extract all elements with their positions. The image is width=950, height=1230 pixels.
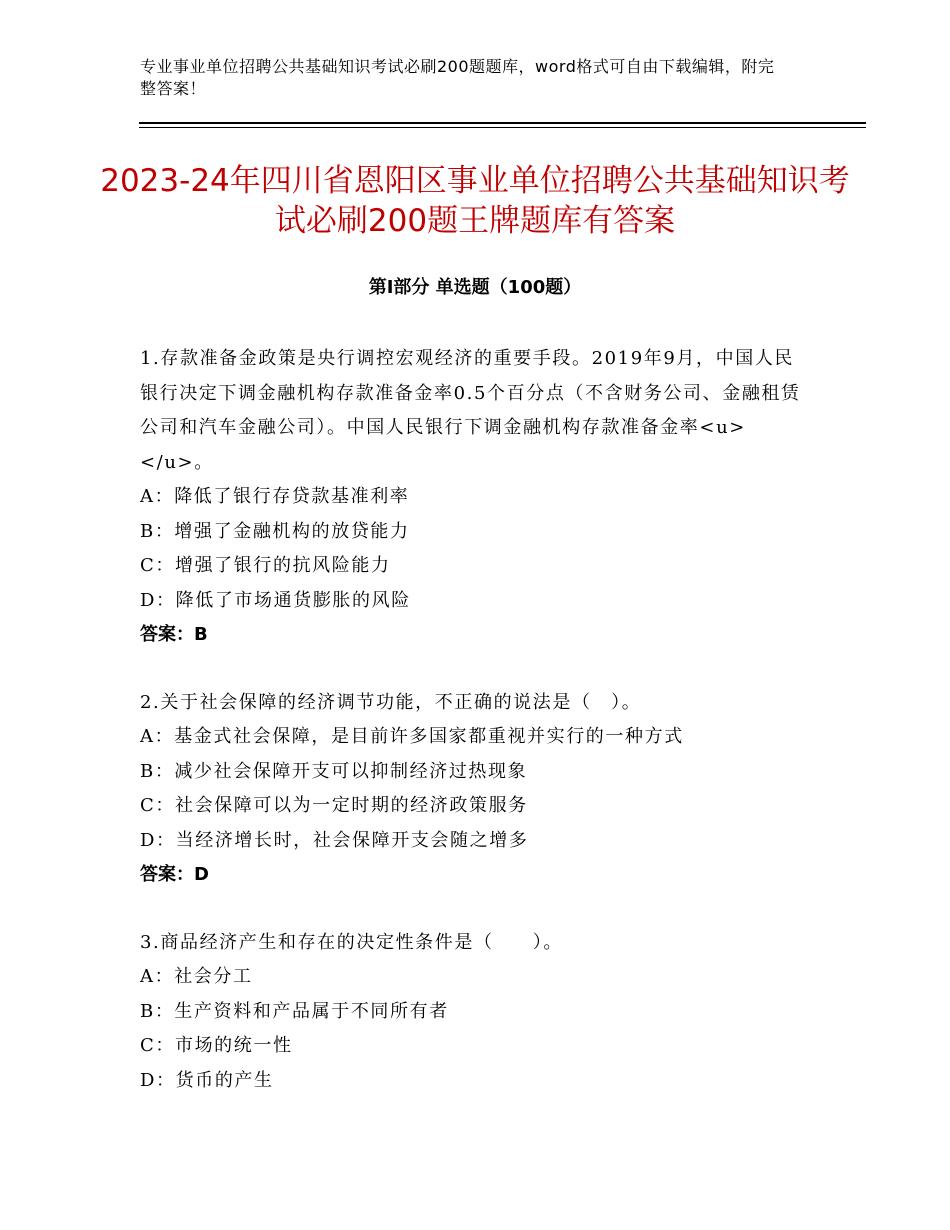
question-list xyxy=(140,342,810,1098)
option-d: D：降低了市场通货膨胀的风险 xyxy=(140,589,411,611)
question-stem: 1.存款准备金政策是央行调控宏观经济的重要手段。2019年9月，中国人民银行决定下调金融机构存款准备金率0.5个百分点（不含财务公司、金融租赁公司和汽车金融公司）。中国人民银行下调金融机构存款准备金率<u> </u>。 xyxy=(140,348,801,473)
option-c: C：增强了银行的抗风险能力 xyxy=(140,555,391,576)
option-c: C：社会保障可以为一定时期的经济政策服务 xyxy=(140,795,528,816)
option-a: A：社会分工 xyxy=(140,966,253,987)
question-3 xyxy=(140,926,810,1099)
answer-label: 答案：D xyxy=(140,864,209,885)
section-heading: 第Ⅰ部分 单选题（100题） xyxy=(368,277,582,298)
option-b: B：增强了金融机构的放贷能力 xyxy=(140,520,410,542)
option-a: A：基金式社会保障，是目前许多国家都重视并实行的一种方式 xyxy=(140,726,684,747)
question-stem: 2.关于社会保障的经济调节功能，不正确的说法是（ ）。 xyxy=(140,691,642,713)
header-rule-thick xyxy=(139,122,866,124)
option-c: C：市场的统一性 xyxy=(140,1035,293,1056)
option-d: D：当经济增长时，社会保障开支会随之增多 xyxy=(140,829,529,851)
document-title: 2023-24年四川省恩阳区事业单位招聘公共基础知识考试必刷200题王牌题库有答案 xyxy=(100,163,850,239)
option-d: D：货币的产生 xyxy=(140,1069,274,1091)
option-b: B：减少社会保障开支可以抑制经济过热现象 xyxy=(140,760,528,782)
question-spacer xyxy=(140,653,810,686)
header-note: 专业事业单位招聘公共基础知识考试必刷200题题库，word格式可自由下载编辑，附完整答案！ xyxy=(140,57,775,98)
question-stem: 3.商品经济产生和存在的决定性条件是（ ）。 xyxy=(140,931,563,953)
question-2 xyxy=(140,686,810,893)
answer-label: 答案：B xyxy=(140,624,208,645)
option-a: A：降低了银行存贷款基准利率 xyxy=(140,486,410,507)
header-rule-thin xyxy=(139,127,866,128)
option-b: B：生产资料和产品属于不同所有者 xyxy=(140,1000,449,1022)
question-1 xyxy=(140,342,810,653)
question-spacer xyxy=(140,893,810,926)
